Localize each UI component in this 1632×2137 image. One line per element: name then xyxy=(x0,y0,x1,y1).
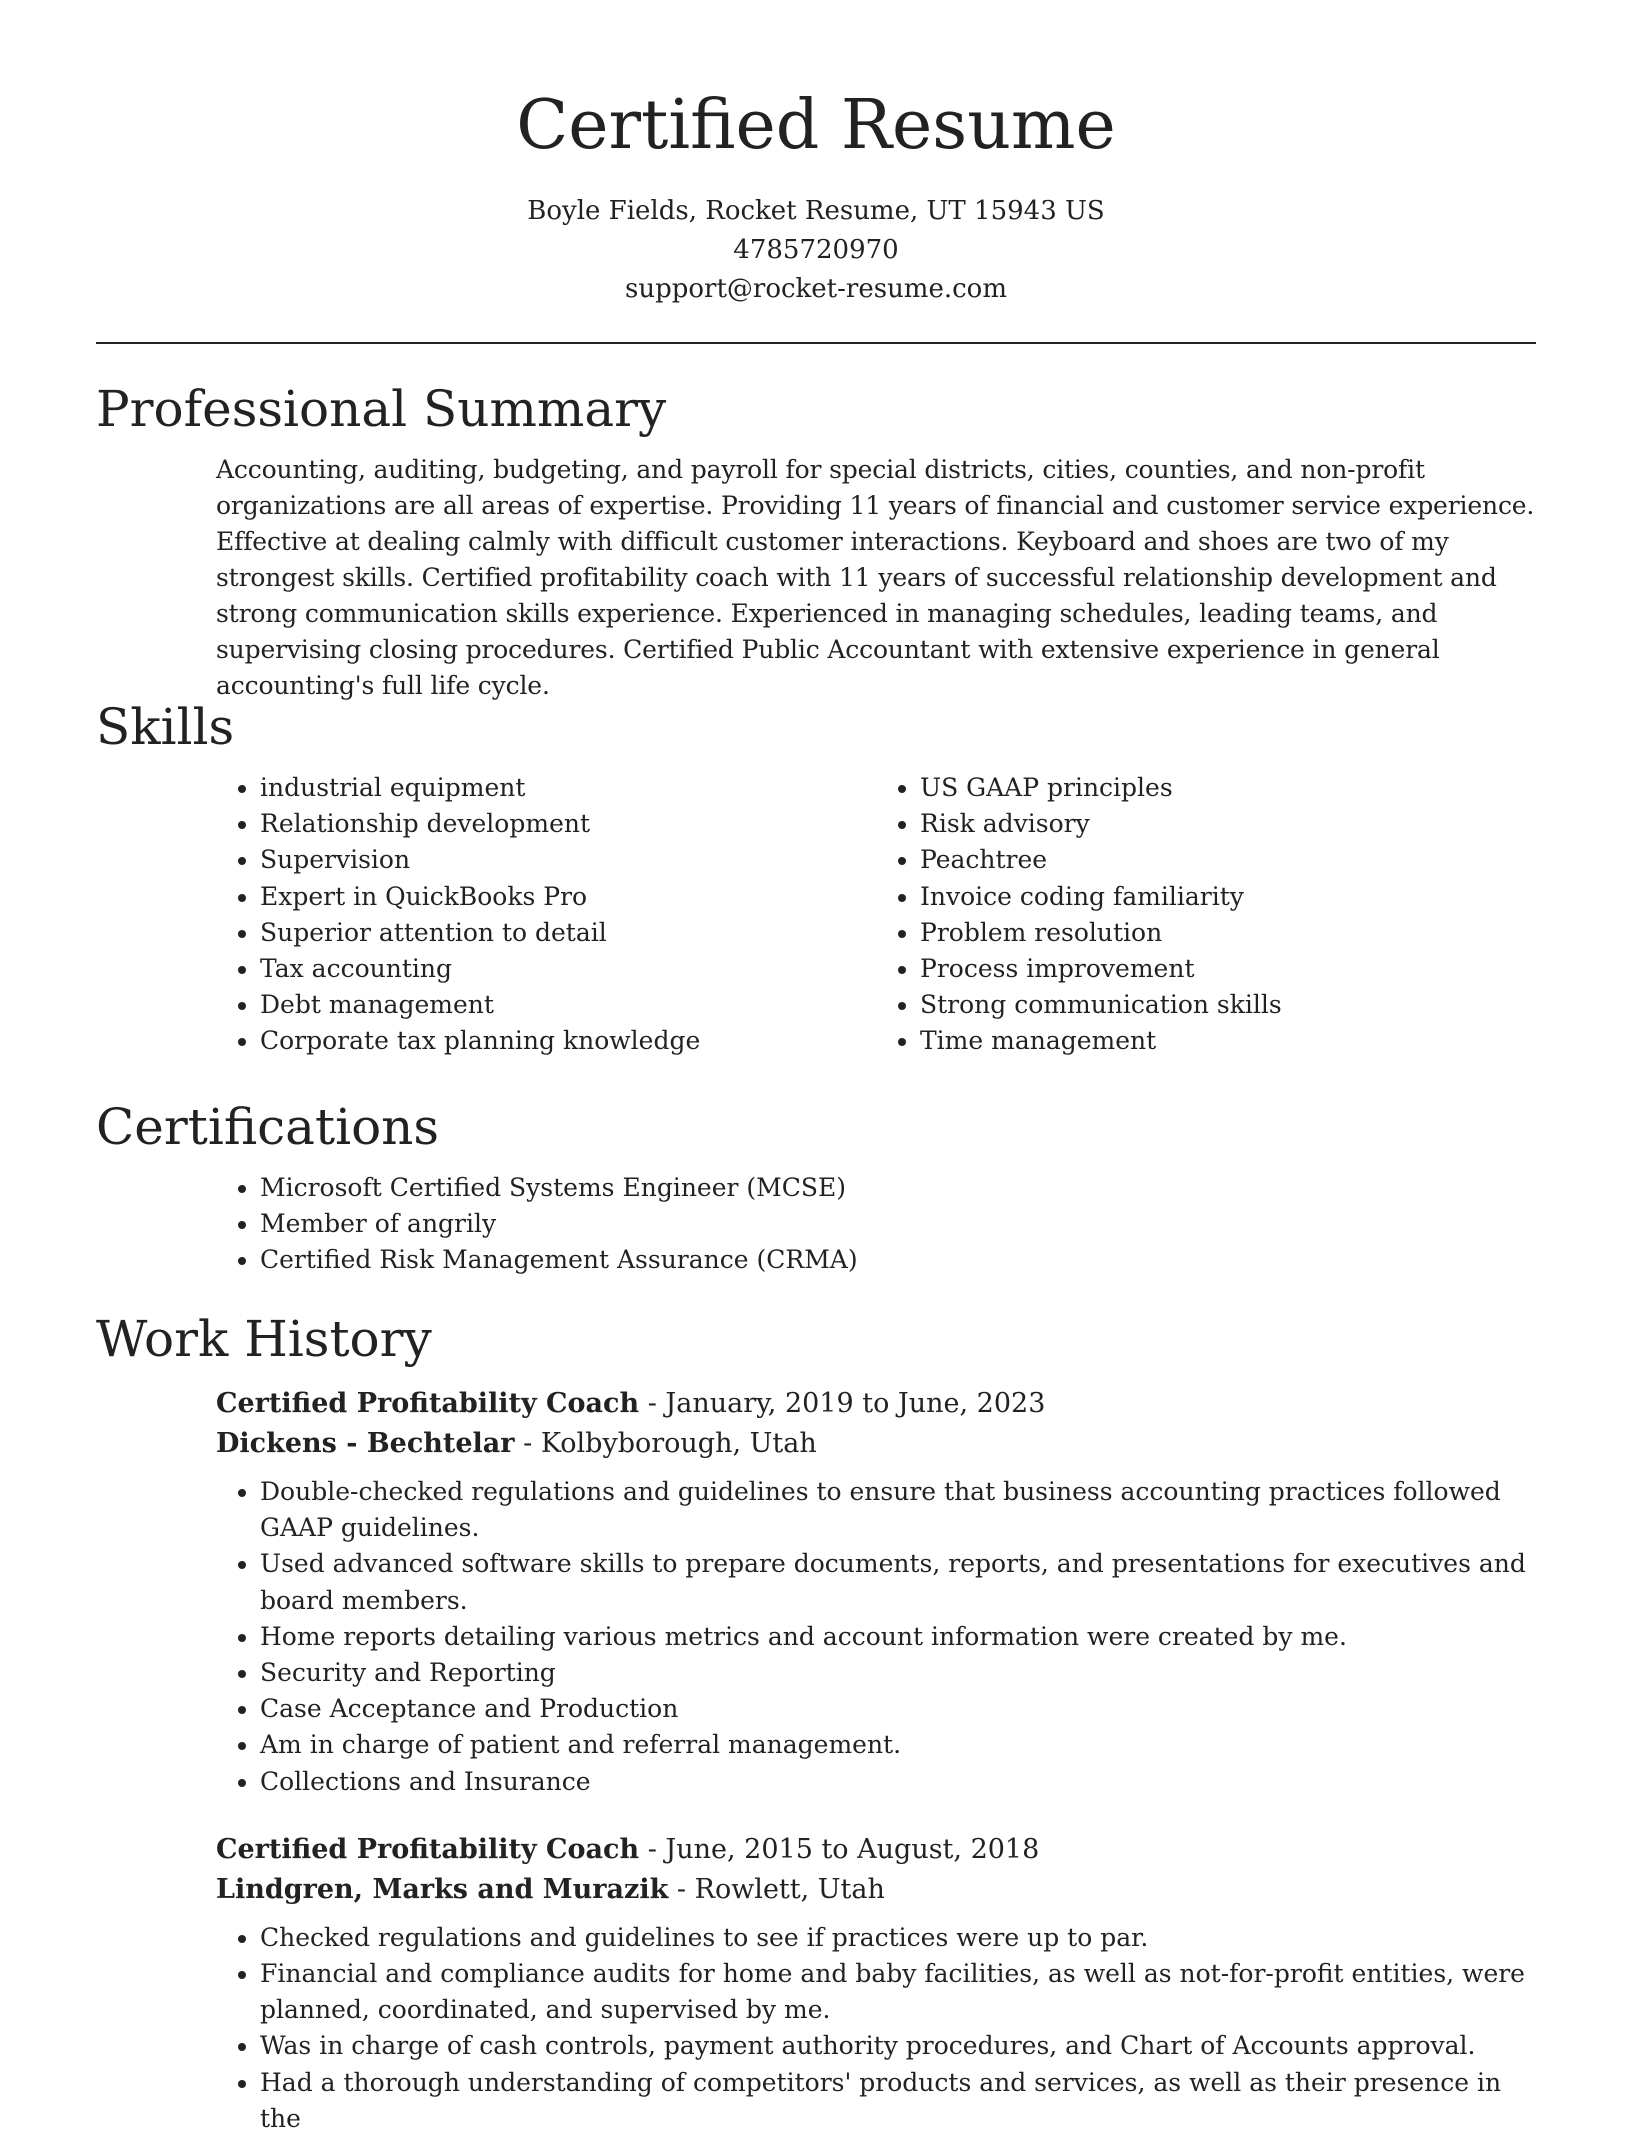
job-duty-item: • Financial and compliance audits for home and baby facilities, as well as not-for-profit entities, were planned, coordinated, and supervised by me. xyxy=(260,1956,1536,2028)
certification-item: • Microsoft Certified Systems Engineer (MCSE) xyxy=(260,1170,1536,1206)
work-history-section xyxy=(96,1308,1536,2137)
job-duty-item: • Had a thorough understanding of competitors' products and services, as well as their presence in the xyxy=(260,2065,1536,2137)
certifications-section xyxy=(96,1096,1536,1279)
job-title: Certified Profitability Coach xyxy=(216,1833,640,1865)
job-duty-item: • Used advanced software skills to prepare documents, reports, and presentations for executives and board members. xyxy=(260,1546,1536,1618)
skill-item: • Expert in QuickBooks Pro xyxy=(260,879,876,915)
summary-text: Accounting, auditing, budgeting, and payroll for special districts, cities, counties, and non-profit organizations are all areas of expertise. Providing 11 years of financial and customer service experience. Effective at dealing calmly with difficult customer interactions. Keyboard and shoes are two of my strongest skills. Certified profitability coach with 11 years of successful relationship development and strong communication skills experience. Experienced in managing schedules, leading teams, and supervising closing procedures. Certified Public Accountant with extensive experience in general accounting's full life cycle. xyxy=(216,455,1535,700)
skill-item: • Risk advisory xyxy=(920,806,1536,842)
certifications-list xyxy=(216,1170,1536,1279)
certification-item: • Certified Risk Management Assurance (CRMA) xyxy=(260,1242,1536,1278)
job-duty-item: • Case Acceptance and Production xyxy=(260,1691,1536,1727)
job-entry xyxy=(216,1830,1536,2137)
job-employer: Lindgren, Marks and Murazik xyxy=(216,1873,669,1905)
skill-item: • Debt management xyxy=(260,987,876,1023)
skill-item: • Strong communication skills xyxy=(920,987,1536,1023)
certifications-body xyxy=(216,1170,1536,1279)
skill-item: • Peachtree xyxy=(920,842,1536,878)
skill-item: • Superior attention to detail xyxy=(260,915,876,951)
summary-heading: Professional Summary xyxy=(96,380,667,438)
contact-block xyxy=(0,192,1632,309)
skill-item: • Problem resolution xyxy=(920,915,1536,951)
summary-body xyxy=(216,452,1536,704)
job-title-line xyxy=(216,1384,1536,1424)
job-location: - Kolbyborough, Utah xyxy=(514,1428,817,1459)
skills-list-left xyxy=(216,770,876,1060)
job-entry xyxy=(216,1384,1536,1800)
contact-address: Boyle Fields, Rocket Resume, UT 15943 US xyxy=(527,196,1105,226)
skill-item: • Invoice coding familiarity xyxy=(920,879,1536,915)
skill-item: • US GAAP principles xyxy=(920,770,1536,806)
summary-section xyxy=(96,378,1536,704)
skills-list-right xyxy=(876,770,1536,1060)
job-duties-list xyxy=(216,1474,1536,1800)
job-duties-list xyxy=(216,1920,1536,2137)
resume-name: Certified Resume xyxy=(516,86,1116,165)
skill-item: • Relationship development xyxy=(260,806,876,842)
skill-item: • Tax accounting xyxy=(260,951,876,987)
job-duty-item: • Security and Reporting xyxy=(260,1655,1536,1691)
skills-heading: Skills xyxy=(96,698,235,756)
header-divider xyxy=(96,342,1536,344)
job-duty-item: • Checked regulations and guidelines to see if practices were up to par. xyxy=(260,1920,1536,1956)
job-duty-item: • Am in charge of patient and referral management. xyxy=(260,1727,1536,1763)
skills-body xyxy=(216,770,1536,1060)
job-location: - Rowlett, Utah xyxy=(668,1873,885,1905)
skills-columns xyxy=(216,770,1536,1060)
job-dates: - June, 2015 to August, 2018 xyxy=(639,1833,1040,1865)
contact-phone: 4785720970 xyxy=(733,235,899,265)
contact-email: support@rocket-resume.com xyxy=(624,274,1007,304)
job-employer-line xyxy=(216,1870,1536,1910)
job-title: Certified Profitability Coach xyxy=(216,1388,640,1419)
resume-header xyxy=(0,0,1632,309)
work-history-heading: Work History xyxy=(96,1310,432,1368)
job-duty-item: • Collections and Insurance xyxy=(260,1764,1536,1800)
skill-item: • Supervision xyxy=(260,842,876,878)
work-history-body xyxy=(216,1384,1536,2137)
job-title-line xyxy=(216,1830,1536,1870)
certification-item: • Member of angrily xyxy=(260,1206,1536,1242)
job-dates: - January, 2019 to June, 2023 xyxy=(639,1388,1046,1419)
job-employer-line xyxy=(216,1424,1536,1464)
certifications-heading: Certifications xyxy=(96,1098,440,1156)
job-duty-item: • Double-checked regulations and guidelines to ensure that business accounting practices followed GAAP guidelines. xyxy=(260,1474,1536,1546)
job-employer: Dickens - Bechtelar xyxy=(216,1428,515,1459)
job-duty-item: • Home reports detailing various metrics and account information were created by me. xyxy=(260,1619,1536,1655)
skill-item: • Corporate tax planning knowledge xyxy=(260,1023,876,1059)
skills-section xyxy=(96,696,1536,1060)
skill-item: • Time management xyxy=(920,1023,1536,1059)
job-duty-item: • Was in charge of cash controls, payment authority procedures, and Chart of Accounts approval. xyxy=(260,2028,1536,2064)
skill-item: • Process improvement xyxy=(920,951,1536,987)
skill-item: • industrial equipment xyxy=(260,770,876,806)
